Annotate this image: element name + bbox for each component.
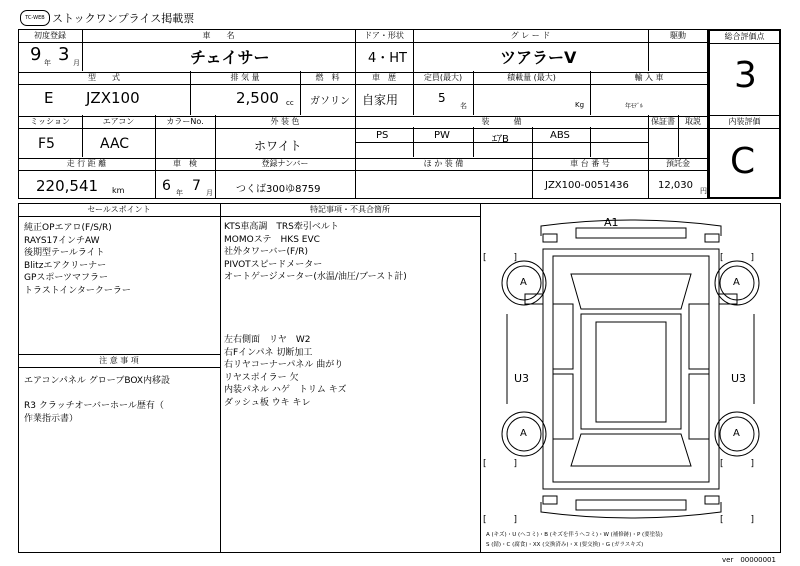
- list-item: PIVOTスピードメーター: [224, 259, 323, 270]
- first-reg-year: 9: [30, 44, 42, 65]
- label-chassis: 車 台 番 号: [570, 159, 610, 168]
- label-manual: 取説: [685, 117, 701, 126]
- fuel: ガソリン: [310, 96, 350, 107]
- inspection-month-unit: 月: [206, 189, 213, 197]
- equip-pw: PW: [434, 130, 450, 141]
- legend-line-1: A (キズ)・U (ヘコミ)・B (キズを伴うヘコミ)・W (補修跡)・P (要塗装): [486, 532, 663, 538]
- info-table: [18, 29, 708, 199]
- list-item: オートゲージメーター(水温/油圧/ブースト計): [224, 272, 407, 282]
- sales-points-list: [24, 222, 131, 297]
- rear-window-shape: [571, 434, 691, 466]
- label-capacity: 定員(最大): [423, 73, 463, 82]
- overall-score: 3: [734, 55, 757, 96]
- label-deposit: 預託金: [666, 159, 690, 168]
- page-title: ストックワンプライス掲載票: [52, 12, 195, 25]
- label-grade: グ レ ー ド: [510, 31, 551, 40]
- label-car-name: 車 名: [202, 31, 235, 40]
- list-item: 内装パネル ハゲ トリム キズ: [224, 385, 347, 395]
- list-item: 右Fインパネ 切断加工: [224, 347, 313, 358]
- front-grille-shape: [576, 228, 686, 238]
- list-item: リヤスポイラー 欠: [224, 372, 299, 383]
- label-plate: 登録ナンバー: [261, 159, 309, 168]
- list-item: エアコンパネル グローブBOX内移設: [24, 376, 171, 386]
- equip-ps: PS: [376, 130, 389, 141]
- inspection-month: 7: [192, 178, 201, 194]
- label-other-equip: ほ か 装 備: [423, 159, 464, 168]
- windshield-shape: [571, 274, 691, 309]
- list-item: GPスポーツマフラー: [24, 273, 109, 283]
- year-unit: 年: [44, 59, 51, 67]
- list-item: 社外タワーバー(F/R): [224, 247, 309, 257]
- interior-score: C: [730, 141, 756, 182]
- bracket-4: [ ]: [720, 459, 755, 469]
- rear-trim-shape: [576, 500, 686, 510]
- inspection-year-unit: 年: [176, 189, 183, 197]
- bracket-5: [ ]: [483, 515, 518, 525]
- mileage: 220,541: [36, 177, 99, 195]
- model-code: JZX100: [86, 89, 140, 107]
- deposit: 12,030: [658, 180, 693, 191]
- model-prefix: E: [44, 89, 54, 107]
- special-notes-list-1: [224, 221, 407, 284]
- label-color-no: カラーNo.: [166, 117, 204, 126]
- grade: ツアラーV: [500, 48, 577, 67]
- special-notes-list-2: [224, 334, 347, 409]
- label-first-reg: 初度登録: [34, 31, 66, 40]
- logo: TC-WEB: [20, 10, 50, 26]
- bracket-3: [ ]: [483, 459, 518, 469]
- label-history: 車 歴: [372, 73, 396, 82]
- label-inspection: 車 検: [173, 159, 197, 168]
- list-item: 作業指示書）: [24, 413, 79, 424]
- label-aircon: エアコン: [102, 117, 135, 126]
- plate-number: つくば300ゆ8759: [236, 184, 321, 195]
- label-mileage: 走 行 距 離: [66, 159, 107, 168]
- mark-a-front-left: A: [520, 277, 527, 288]
- mission: F5: [38, 136, 55, 152]
- version: ver 00000001: [722, 556, 776, 564]
- list-item: Blitzエアクリーナー: [24, 260, 107, 271]
- exterior-color: ホワイト: [254, 139, 302, 153]
- list-item: トラストインタークーラー: [24, 285, 131, 296]
- list-item: R3 クラッチオーバーホール歴有（: [24, 401, 164, 411]
- list-item: KTS車高調 TRS牽引ベルト: [224, 222, 339, 232]
- label-interior: 内装評価: [728, 117, 761, 126]
- label-import: 輸 入 車: [634, 73, 664, 82]
- label-drive: 駆動: [670, 31, 686, 40]
- displacement: 2,500: [236, 89, 279, 107]
- inspection-year: 6: [162, 178, 171, 194]
- label-cautions: 注 意 事 項: [99, 356, 139, 365]
- month-unit: 月: [73, 59, 80, 67]
- label-displacement: 排 気 量: [230, 73, 260, 82]
- label-overall: 総合評価点: [724, 32, 765, 41]
- list-item: 左右側面 リヤ W2: [224, 335, 311, 345]
- equip-airbag: ｴｱB: [492, 134, 509, 145]
- label-fuel: 燃 料: [315, 73, 340, 82]
- chassis-number: JZX100-0051436: [545, 180, 629, 191]
- capacity: 5: [438, 91, 446, 105]
- bracket-1: [ ]: [483, 253, 518, 263]
- bracket-6: [ ]: [720, 515, 755, 525]
- equip-abs: ABS: [550, 130, 570, 141]
- label-sales-points: セールスポイント: [87, 205, 151, 214]
- capacity-unit: 名: [460, 102, 467, 110]
- aircon: AAC: [100, 136, 130, 152]
- label-door: ドア・形状: [364, 31, 404, 40]
- label-equipment: 装 備: [481, 117, 522, 126]
- list-item: 純正OPエアロ(F/S/R): [24, 223, 112, 233]
- list-item: 右リヤコーナーパネル 曲がり: [224, 360, 344, 370]
- load-unit: Kg: [575, 101, 585, 109]
- cautions-list: [24, 375, 170, 425]
- mark-a-front-right: A: [733, 277, 740, 288]
- overall-rating-box: [708, 29, 781, 199]
- mark-a-rear-left: A: [520, 428, 527, 439]
- list-item: [24, 388, 170, 401]
- label-special-notes: 特記事項・不具合箇所: [310, 205, 390, 214]
- door-type: 4・HT: [368, 51, 407, 66]
- list-item: MOMOステ HKS EVC: [224, 234, 320, 245]
- first-reg-month: 3: [58, 44, 70, 65]
- label-load: 積載量 (最大): [507, 73, 556, 82]
- import-note: 年ﾓﾃﾞﾙ: [625, 103, 644, 110]
- mark-u3-left: U3: [514, 372, 530, 385]
- label-exterior: 外 装 色: [270, 117, 300, 126]
- mark-a-rear-right: A: [733, 428, 740, 439]
- list-item: RAYS17インチAW: [24, 235, 100, 246]
- yen-unit: 円: [700, 187, 707, 195]
- legend-line-2: S (錆)・C (腐食)・XX (交換済み)・X (要交換)・G (ガラスキズ): [486, 542, 644, 548]
- bracket-2: [ ]: [720, 253, 755, 263]
- label-warranty: 保証書: [651, 117, 675, 126]
- list-item: 後期型テールライト: [24, 248, 105, 258]
- list-item: ダッシュ板 ウキ キレ: [224, 397, 311, 408]
- label-mission: ミッション: [30, 117, 70, 126]
- history: 自家用: [362, 93, 399, 107]
- mark-a1: A1: [604, 216, 619, 229]
- mark-u3-right: U3: [731, 372, 747, 385]
- car-name: チェイサー: [190, 48, 270, 67]
- km-unit: km: [112, 186, 125, 195]
- cc-unit: cc: [286, 99, 294, 107]
- label-model: 型 式: [88, 73, 120, 82]
